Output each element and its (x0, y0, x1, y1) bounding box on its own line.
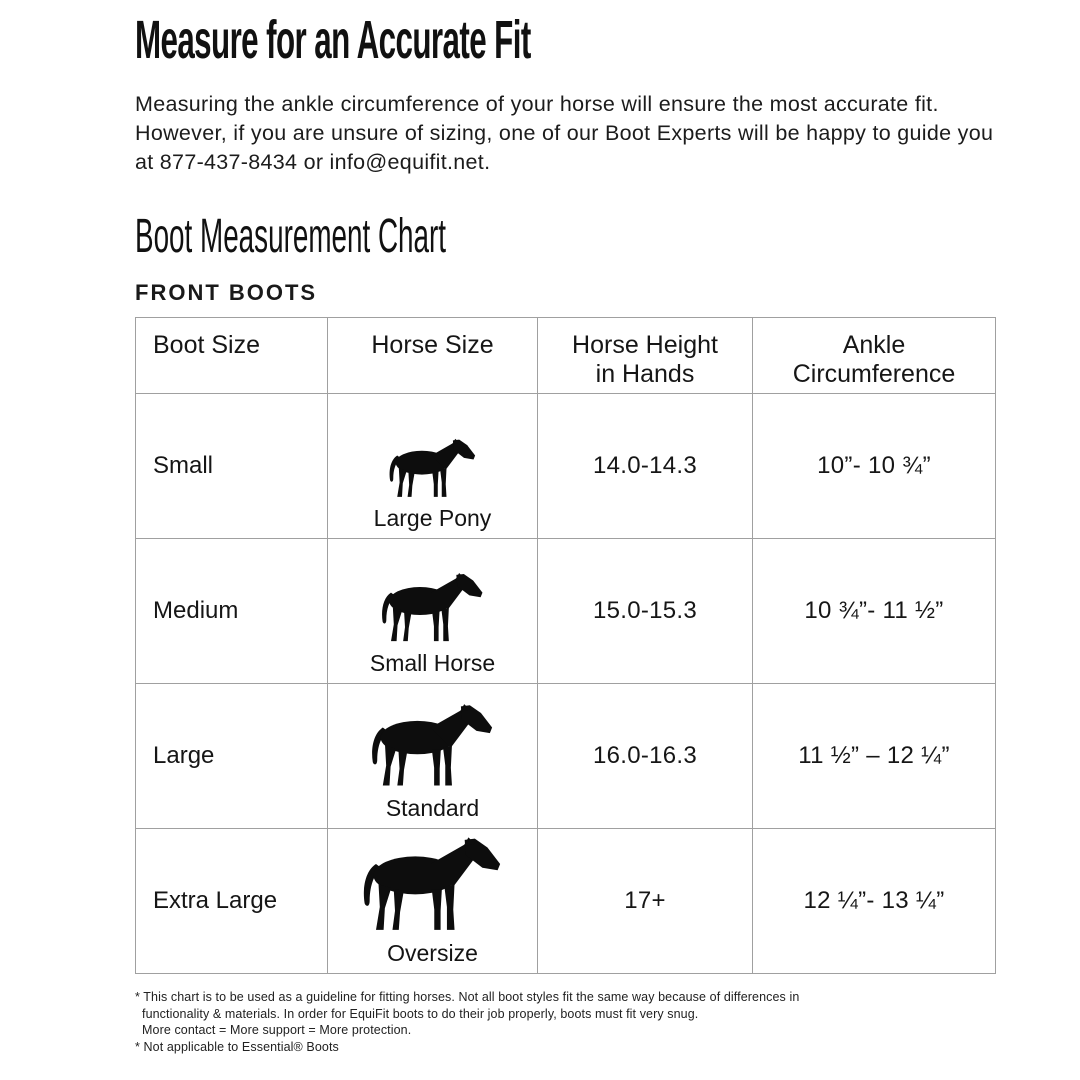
horse-silhouette-icon (385, 438, 481, 500)
footnote-line: More contact = More support = More protection. (142, 1023, 412, 1037)
horse-size-cell (328, 394, 538, 539)
header-boot-size (136, 318, 328, 394)
horse-size-label: Standard (385, 795, 480, 821)
horse-silhouette-icon (357, 836, 509, 935)
table-label-front-boots: FRONT BOOTS (135, 280, 318, 305)
table-header-row (136, 318, 996, 394)
ankle-circumference-cell: 10”- 10 ¾” (753, 394, 996, 539)
footnotes (135, 989, 995, 1055)
horse-silhouette-icon (377, 572, 489, 645)
boot-size-cell: Small (136, 394, 328, 539)
horse-size-label: Large Pony (373, 505, 492, 531)
boot-size-cell: Large (136, 684, 328, 829)
horse-height-cell: 15.0-15.3 (538, 539, 753, 684)
header-boot-size-label: Boot Size (153, 331, 261, 359)
boot-size-cell: Extra Large (136, 829, 328, 974)
horse-silhouette-icon (366, 703, 500, 790)
ankle-circumference-cell: 10 ¾”- 11 ½” (753, 539, 996, 684)
footnote-line: functionality & materials. In order for EquiFit boots to do their job properly, boots must fit very snug. (142, 1006, 699, 1021)
boot-measurement-table (135, 317, 996, 974)
table-row-small (136, 394, 996, 539)
section-title (135, 210, 995, 263)
table-row-medium (136, 539, 996, 684)
boot-size-cell: Medium (136, 539, 328, 684)
header-horse-height: Horse Height in Hands (538, 318, 753, 394)
table-row-large (136, 684, 996, 829)
horse-size-cell (328, 829, 538, 974)
header-horse-size (328, 318, 538, 394)
header-horse-size-label: Horse Size (371, 331, 494, 359)
horse-height-cell: 17+ (538, 829, 753, 974)
page-title (135, 10, 995, 70)
horse-size-cell (328, 684, 538, 829)
ankle-circumference-cell: 11 ½” – 12 ¼” (753, 684, 996, 829)
header-horse-height-label: Horse Height (572, 331, 718, 359)
section-title-text: Boot Measurement Chart (135, 210, 447, 263)
table-row-extra-large (136, 829, 996, 974)
horse-size-cell (328, 539, 538, 684)
header-ankle-circumference: Ankle Circumference (753, 318, 996, 394)
header-ankle-label: Ankle (842, 331, 906, 359)
horse-height-cell: 14.0-14.3 (538, 394, 753, 539)
horse-size-label: Oversize (387, 940, 478, 966)
horse-size-label: Small Horse (369, 650, 496, 676)
horse-height-cell: 16.0-16.3 (538, 684, 753, 829)
page-title-text: Measure for an Accurate Fit (135, 10, 531, 70)
ankle-circumference-cell: 12 ¼”- 13 ¼” (753, 829, 996, 974)
footnote-line: * Not applicable to Essential® Boots (135, 1039, 339, 1054)
footnote-line: * This chart is to be used as a guideline for fitting horses. Not all boot styles fit the same way because of differences in (135, 990, 800, 1004)
intro-text: Measuring the ankle circumference of your horse will ensure the most accurate fit. However, if you are unsure of sizing, one of our Boot Experts will be happy to guide you at 877-437-8434 or info@equifit.net. (135, 92, 1000, 174)
